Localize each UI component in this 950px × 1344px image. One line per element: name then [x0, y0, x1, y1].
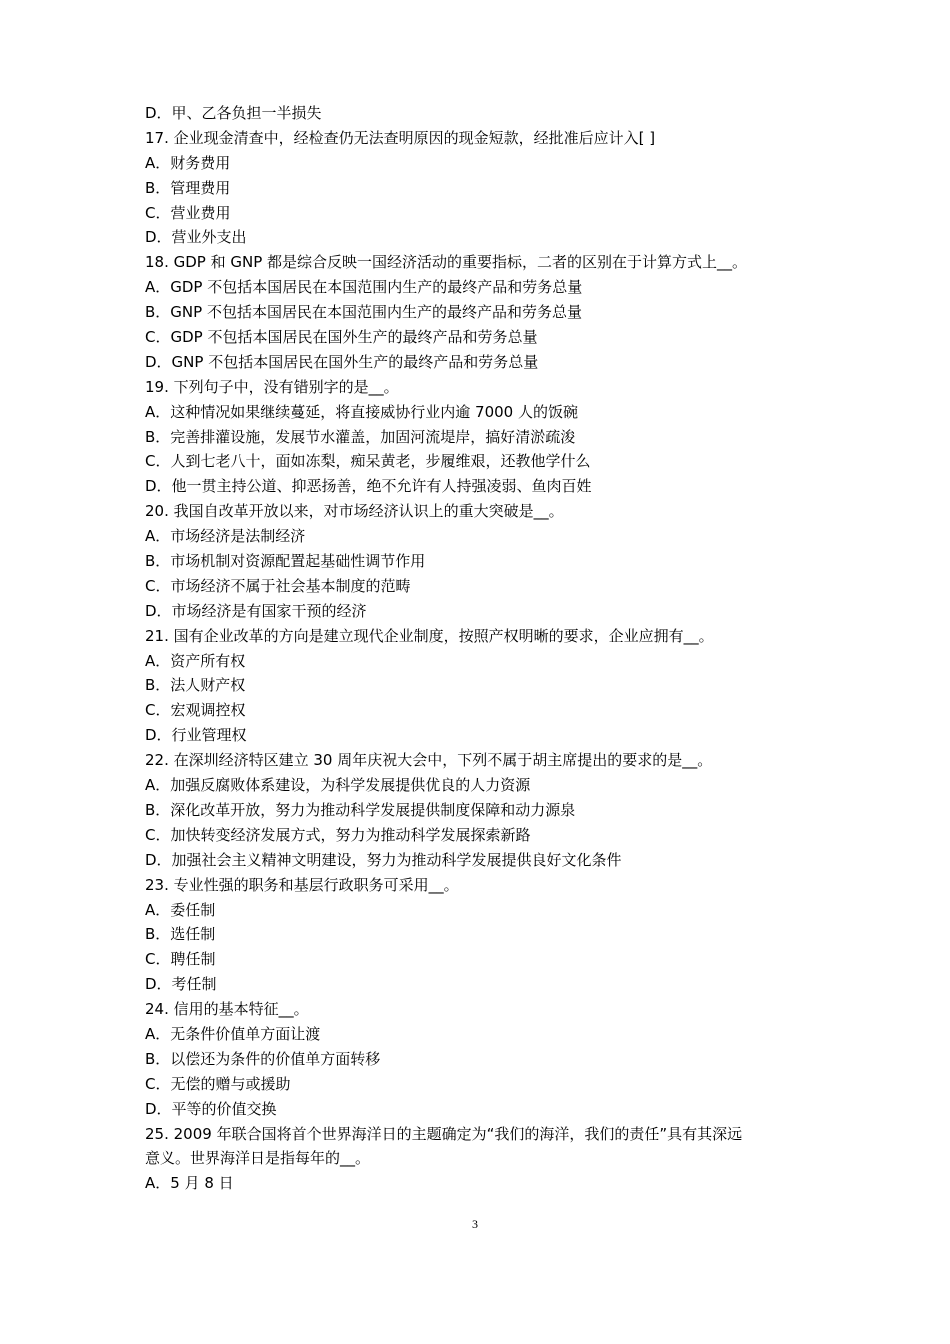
question-line: 23. 专业性强的职务和基层行政职务可采用__。	[145, 875, 459, 894]
option-line: C．无偿的赠与或援助	[145, 1074, 291, 1093]
option-line: B．选任制	[145, 925, 216, 944]
question-line: 18. GDP 和 GNP 都是综合反映一国经济活动的重要指标，二者的区别在于计算方式上__。	[145, 253, 748, 272]
option-line: D．平等的价值交换	[145, 1099, 277, 1118]
option-line: D．市场经济是有国家干预的经济	[145, 601, 367, 620]
question-line: 20. 我国自改革开放以来，对市场经济认识上的重大突破是__。	[145, 502, 564, 521]
question-line: 意义。世界海洋日是指每年的__。	[145, 1149, 371, 1168]
question-line: 24. 信用的基本特征__。	[145, 1000, 309, 1019]
question-line: 17. 企业现金清查中，经检查仍无法查明原因的现金短款，经批准后应计入[ ]	[145, 128, 656, 147]
option-line: A．资产所有权	[145, 651, 246, 670]
option-line: C．宏观调控权	[145, 701, 246, 720]
option-line: B．管理费用	[145, 178, 231, 197]
option-line: C．营业费用	[145, 203, 231, 222]
option-line: C．人到七老八十，面如冻梨，痴呆黄老，步履维艰，还教他学什么	[145, 452, 591, 471]
option-line: B．深化改革开放，努力为推动科学发展提供制度保障和动力源泉	[145, 800, 576, 819]
option-line: D．甲、乙各负担一半损失	[145, 104, 322, 122]
question-line: 19. 下列句子中，没有错别字的是__。	[145, 377, 399, 396]
option-line: A．委任制	[145, 900, 216, 919]
option-line: A．无条件价值单方面让渡	[145, 1024, 321, 1043]
option-line: B．GNP 不包括本国居民在本国范围内生产的最终产品和劳务总量	[145, 303, 582, 322]
option-line: D．GNP 不包括本国居民在国外生产的最终产品和劳务总量	[145, 352, 539, 371]
option-line: D．他一贯主持公道、抑恶扬善，绝不允许有人持强凌弱、鱼肉百姓	[145, 477, 592, 496]
option-line: D．考任制	[145, 975, 217, 994]
option-line: C．加快转变经济发展方式，努力为推动科学发展探索新路	[145, 825, 531, 844]
option-line: A．GDP 不包括本国居民在本国范围内生产的最终产品和劳务总量	[145, 278, 583, 297]
page-number: 3	[472, 1217, 478, 1231]
option-line: A．市场经济是法制经济	[145, 527, 306, 546]
option-line: B．法人财产权	[145, 676, 246, 695]
option-line: A．财务费用	[145, 153, 231, 172]
option-line: A．加强反腐败体系建设，为科学发展提供优良的人力资源	[145, 776, 531, 795]
option-line: B．市场机制对资源配置起基础性调节作用	[145, 552, 426, 571]
option-line: B．完善排灌设施，发展节水灌盖，加固河流堤岸，搞好清淤疏浚	[145, 427, 576, 446]
page-content	[145, 101, 825, 1196]
option-line: C．聘任制	[145, 950, 216, 969]
question-line: 25. 2009 年联合国将首个世界海洋日的主题确定为“我们的海洋，我们的责任”具有其深远	[145, 1124, 743, 1143]
option-line: A．5 月 8 日	[145, 1174, 234, 1193]
option-line: C．GDP 不包括本国居民在国外生产的最终产品和劳务总量	[145, 328, 538, 347]
option-line: D．加强社会主义精神文明建设，努力为推动科学发展提供良好文化条件	[145, 850, 622, 869]
option-line: B．以偿还为条件的价值单方面转移	[145, 1049, 381, 1068]
question-line: 22. 在深圳经济特区建立 30 周年庆祝大会中，下列不属于胡主席提出的要求的是__。	[145, 751, 713, 770]
option-line: C．市场经济不属于社会基本制度的范畴	[145, 576, 411, 595]
question-line: 21. 国有企业改革的方向是建立现代企业制度，按照产权明晰的要求，企业应拥有__。	[145, 626, 714, 645]
option-line: A．这种情况如果继续蔓延，将直接威协行业内逾 7000 人的饭碗	[145, 402, 578, 421]
option-line: D．行业管理权	[145, 726, 247, 745]
option-line: D．营业外支出	[145, 228, 247, 247]
